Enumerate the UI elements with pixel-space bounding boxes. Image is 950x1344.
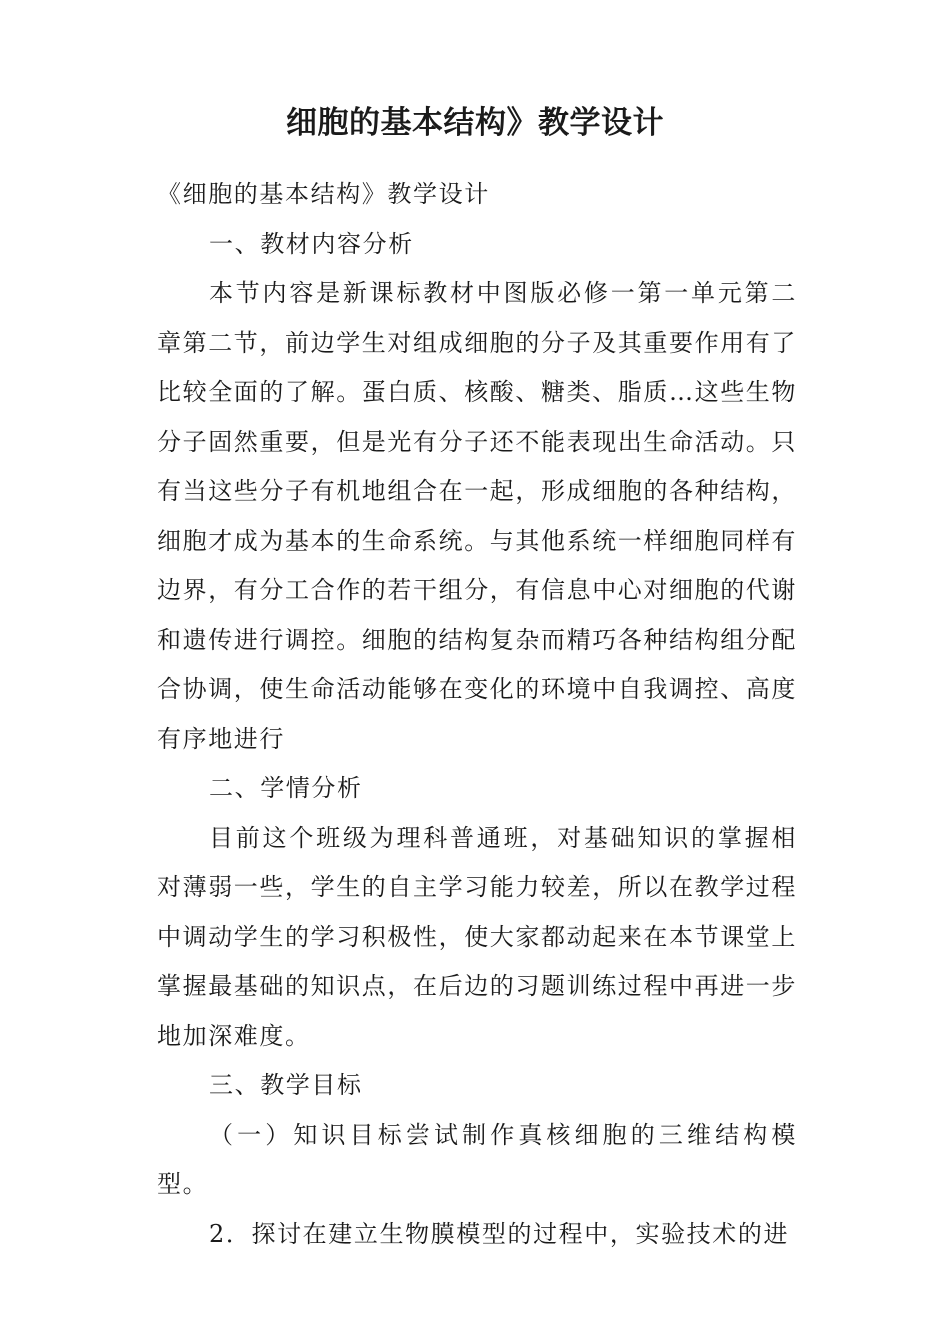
objective-item-1: （一）知识目标尝试制作真核细胞的三维结构模型。	[157, 1120, 797, 1198]
objective-item-2: 2．探讨在建立生物膜模型的过程中，实验技术的进	[209, 1219, 790, 1248]
document-title: 细胞的基本结构》教学设计	[286, 105, 664, 141]
document-subtitle: 《细胞的基本结构》教学设计	[157, 180, 490, 208]
section-heading-1: 一、教材内容分析	[209, 229, 414, 258]
paragraph-student-analysis: 目前这个班级为理科普通班，对基础知识的掌握相对薄弱一些，学生的自主学习能力较差，所以在教学过程中调动学生的学习积极性，使大家都动起来在本节课堂上掌握最基础的知识点，在后边的习题训练过程中再进一步地加深难度。	[157, 823, 797, 1050]
paragraph-textbook-analysis: 本节内容是新课标教材中图版必修一第一单元第二章第二节，前边学生对组成细胞的分子及其重要作用有了比较全面的了解。蛋白质、核酸、糖类、脂质…这些生物分子固然重要，但是光有分子还不能表现出生命活动。只有当这些分子有机地组合在一起，形成细胞的各种结构，细胞才成为基本的生命系统。与其他系统一样细胞同样有边界，有分工合作的若干组分，有信息中心对细胞的代谢和遗传进行调控。细胞的结构复杂而精巧各种结构组分配合协调，使生命活动能够在变化的环境中自我调控、高度有序地进行	[157, 279, 797, 753]
section-heading-3: 三、教学目标	[209, 1071, 363, 1099]
section-heading-2: 二、学情分析	[209, 774, 363, 802]
document-body	[157, 170, 797, 1259]
